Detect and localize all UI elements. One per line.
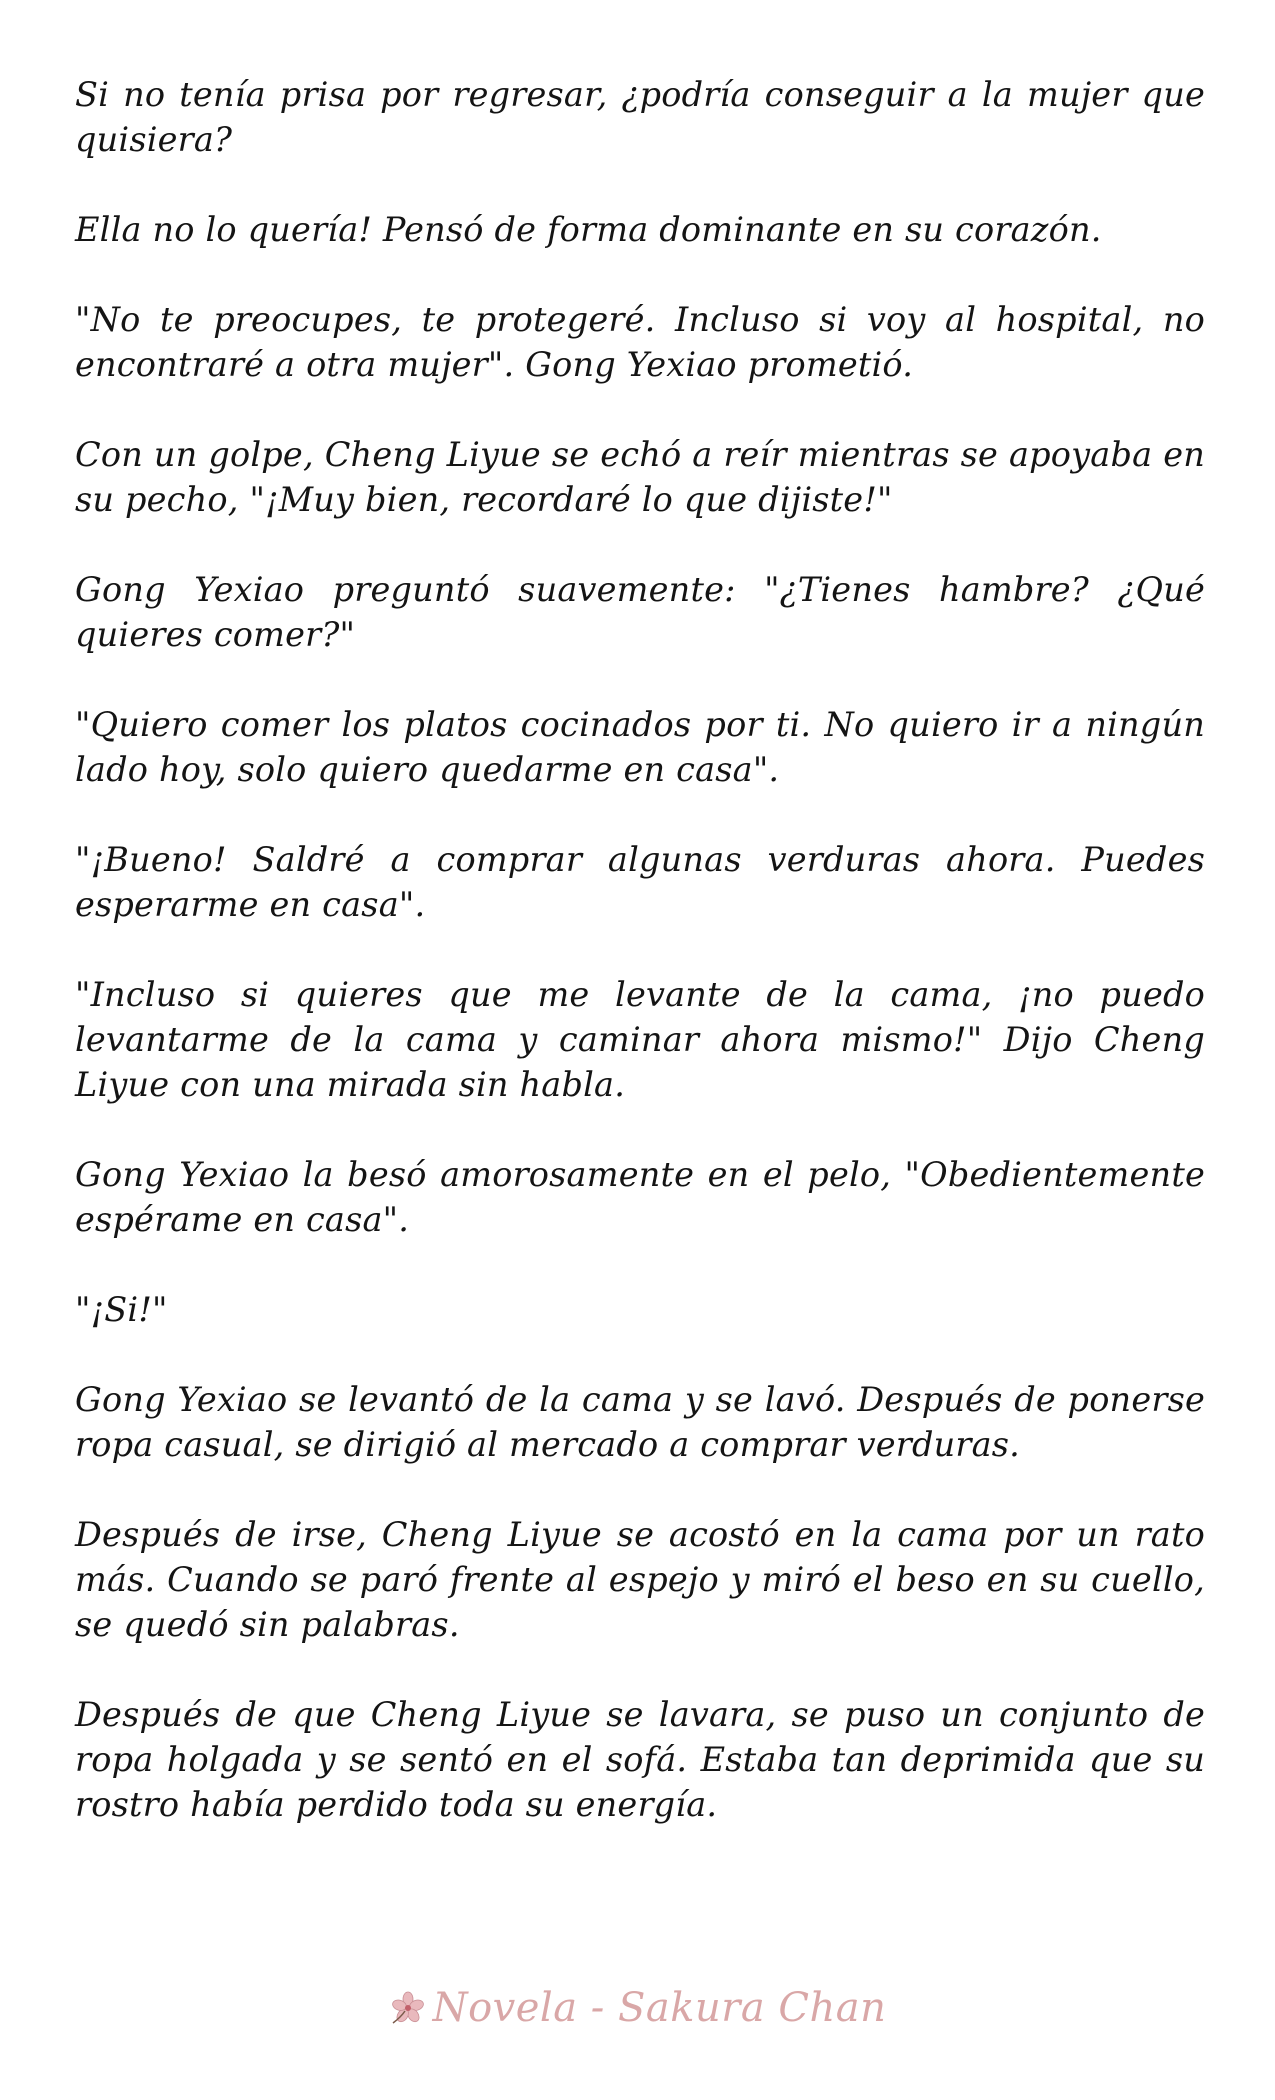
paragraph: Gong Yexiao preguntó suavemente: "¿Tienes hambre? ¿Qué quieres comer?" <box>75 570 1205 654</box>
footer-watermark <box>0 1985 1275 2031</box>
footer-brand <box>389 1985 887 2031</box>
document-body <box>75 72 1205 1872</box>
paragraph: Después de irse, Cheng Liyue se acostó en la cama por un rato más. Cuando se paró frente al espejo y miró el beso en su cuello, se quedó sin palabras. <box>75 1515 1205 1644</box>
paragraph: Después de que Cheng Liyue se lavara, se puso un conjunto de ropa holgada y se sentó en el sofá. Estaba tan deprimida que su rostro había perdido toda su energía. <box>75 1695 1205 1824</box>
paragraph: "¡Bueno! Saldré a comprar algunas verduras ahora. Puedes esperarme en casa". <box>75 840 1205 924</box>
paragraph: Gong Yexiao la besó amorosamente en el pelo, "Obedientemente espérame en casa". <box>75 1155 1205 1239</box>
paragraph: "Incluso si quieres que me levante de la cama, ¡no puedo levantarme de la cama y caminar ahora mismo!" Dijo Cheng Liyue con una mirada sin habla. <box>75 975 1205 1104</box>
footer-text: Novela - Sakura Chan <box>432 1985 887 2031</box>
paragraph: Gong Yexiao se levantó de la cama y se lavó. Después de ponerse ropa casual, se dirigió al mercado a comprar verduras. <box>75 1380 1205 1464</box>
paragraph: Con un golpe, Cheng Liyue se echó a reír mientras se apoyaba en su pecho, "¡Muy bien, recordaré lo que dijiste!" <box>75 435 1205 519</box>
paragraph: Si no tenía prisa por regresar, ¿podría conseguir a la mujer que quisiera? <box>75 75 1205 159</box>
paragraph: "No te preocupes, te protegeré. Incluso si voy al hospital, no encontraré a otra mujer". Gong Yexiao prometió. <box>75 300 1205 384</box>
paragraph: Ella no lo quería! Pensó de forma dominante en su corazón. <box>75 210 1102 249</box>
sakura-blossom-icon <box>389 1989 427 2027</box>
paragraph: "¡Si!" <box>75 1290 168 1329</box>
paragraph: "Quiero comer los platos cocinados por ti. No quiero ir a ningún lado hoy, solo quiero quedarme en casa". <box>75 705 1205 789</box>
